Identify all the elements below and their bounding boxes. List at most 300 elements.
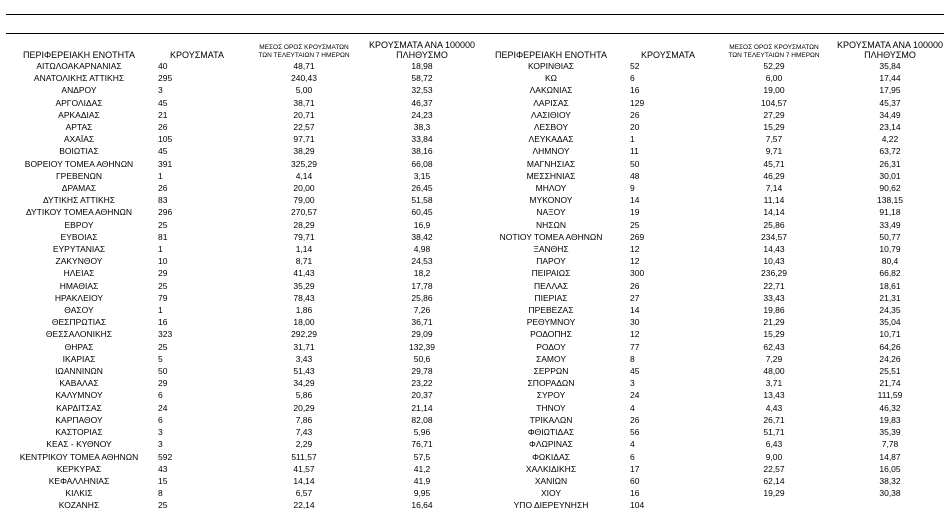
region-name-right: ΣΑΜΟΥ	[535, 353, 566, 364]
region-name-right: ΧΙΟΥ	[540, 488, 562, 499]
rate-per-100k-right: 33,49	[879, 219, 901, 230]
cases-count: 10	[158, 256, 168, 267]
col-header-rate-2	[836, 38, 944, 60]
cases-count-right: 4	[630, 439, 635, 450]
cases-count-right: 1	[630, 134, 635, 145]
rate-per-100k: 38,16	[411, 146, 433, 157]
avg-7day: 51,43	[293, 366, 315, 377]
avg-7day-right: 62,43	[763, 341, 785, 352]
cases-count: 1	[158, 170, 163, 181]
rate-per-100k: 3,15	[413, 170, 431, 181]
rate-per-100k: 20,37	[411, 390, 433, 401]
rate-per-100k: 29,78	[411, 366, 433, 377]
table-row	[6, 292, 944, 304]
header-rule	[6, 33, 944, 34]
avg-7day: 20,71	[293, 109, 315, 120]
cases-count-right: 45	[630, 366, 640, 377]
region-name: ΒΟΙΩΤΙΑΣ	[59, 146, 99, 157]
col-header-avg	[242, 38, 366, 60]
rate-per-100k-right: 7,78	[881, 439, 899, 450]
rate-per-100k-right: 21,31	[879, 292, 901, 303]
cases-table	[6, 38, 944, 512]
col-header-rate	[366, 38, 478, 60]
rate-per-100k-right: 30,38	[879, 488, 901, 499]
rate-per-100k: 7,26	[413, 305, 431, 316]
avg-7day: 240,43	[291, 73, 317, 84]
rate-per-100k: 24,53	[411, 256, 433, 267]
rate-per-100k-right: 35,04	[879, 317, 901, 328]
region-name: ΔΡΑΜΑΣ	[61, 183, 97, 194]
rate-per-100k: 66,08	[411, 158, 433, 169]
cases-count-right: 26	[630, 280, 640, 291]
rate-per-100k: 58,72	[411, 73, 433, 84]
rate-per-100k-right: 25,51	[879, 366, 901, 377]
table-row	[6, 182, 944, 194]
avg-7day: 22,14	[293, 500, 315, 511]
avg-7day: 78,43	[293, 292, 315, 303]
avg-7day-right: 22,57	[763, 463, 785, 474]
cases-count-right: 20	[630, 122, 640, 133]
region-name: ΚΑΡΔΙΤΣΑΣ	[56, 402, 102, 413]
region-name: ΖΑΚΥΝΘΟΥ	[55, 256, 103, 267]
table-row	[6, 377, 944, 389]
region-name-right: ΜΕΣΣΗΝΙΑΣ	[526, 170, 576, 181]
rate-per-100k: 60,45	[411, 207, 433, 218]
rate-per-100k-right: 138,15	[877, 195, 903, 206]
cases-count-right: 269	[630, 231, 645, 242]
region-name: ΑΙΤΩΛΟΑΚΑΡΝΑΝΙΑΣ	[36, 61, 122, 71]
col-header-rate-line1: ΚΡΟΥΣΜΑΤΑ ΑΝΑ 100000	[369, 40, 475, 50]
avg-7day-right: 15,29	[763, 122, 785, 133]
cases-count: 391	[158, 158, 173, 169]
cases-count: 25	[158, 219, 168, 230]
top-rule	[6, 14, 944, 15]
rate-per-100k: 33,84	[411, 134, 433, 145]
region-name: ΙΚΑΡΙΑΣ	[62, 353, 96, 364]
region-name: ΑΧΑΪΑΣ	[63, 134, 95, 145]
rate-per-100k-right: 38,32	[879, 475, 901, 486]
rate-per-100k: 57,5	[413, 451, 431, 462]
avg-7day-right: 19,29	[763, 488, 785, 499]
rate-per-100k: 38,42	[411, 231, 433, 242]
table-row	[6, 438, 944, 450]
rate-per-100k: 29,09	[411, 329, 433, 340]
table-row	[6, 255, 944, 267]
table-row	[6, 84, 944, 96]
table-row	[6, 133, 944, 145]
cases-count-right: 12	[630, 256, 640, 267]
avg-7day-right: 234,57	[761, 231, 787, 242]
rate-per-100k: 18,98	[411, 61, 433, 71]
region-name-right: ΧΑΛΚΙΔΙΚΗΣ	[525, 463, 577, 474]
avg-7day: 22,57	[293, 122, 315, 133]
col-header-cases: ΚΡΟΥΣΜΑΤΑ	[170, 50, 224, 60]
cases-count-right: 16	[630, 488, 640, 499]
table-row	[6, 451, 944, 463]
avg-7day: 38,71	[293, 97, 315, 108]
table-row	[6, 231, 944, 243]
col-header-region-2: ΠΕΡΙΦΕΡΕΙΑΚΗ ΕΝΟΤΗΤΑ	[494, 50, 608, 60]
avg-7day-right: 13,43	[763, 390, 785, 401]
rate-per-100k-right: 35,39	[879, 427, 901, 438]
region-name-right: ΡΟΔΟΥ	[536, 341, 566, 352]
avg-7day: 41,57	[293, 463, 315, 474]
col-header-avg-line1: ΜΕΣΟΣ ΟΡΟΣ ΚΡΟΥΣΜΑΤΩΝ	[259, 44, 349, 51]
region-name: ΘΕΣΠΡΩΤΙΑΣ	[51, 317, 107, 328]
cases-count-right: 8	[630, 353, 635, 364]
region-name-right: ΛΕΣΒΟΥ	[533, 122, 569, 133]
cases-count: 296	[158, 207, 173, 218]
avg-7day-right: 22,71	[763, 280, 785, 291]
table-row	[6, 267, 944, 279]
region-name-right: ΚΟΡΙΝΘΙΑΣ	[527, 61, 575, 71]
rate-per-100k-right: 64,26	[879, 341, 901, 352]
cases-count-right: 26	[630, 414, 640, 425]
avg-7day-right: 25,86	[763, 219, 785, 230]
avg-7day: 3,43	[295, 353, 313, 364]
avg-7day-right: 7,29	[765, 353, 783, 364]
cases-count-right: 104	[630, 500, 645, 511]
rate-per-100k-right: 17,95	[879, 85, 901, 96]
cases-count-right: 11	[630, 146, 639, 157]
region-name-right: ΣΥΡΟΥ	[536, 390, 566, 401]
cases-count-right: 129	[630, 97, 645, 108]
avg-7day-right: 14,43	[763, 244, 785, 255]
cases-count: 25	[158, 280, 168, 291]
avg-7day-right: 62,14	[763, 475, 785, 486]
region-name-right: ΦΛΩΡΙΝΑΣ	[529, 439, 573, 450]
cases-count-right: 50	[630, 158, 640, 169]
table-row	[6, 341, 944, 353]
table-row	[6, 426, 944, 438]
cases-count: 45	[158, 97, 168, 108]
cases-count: 105	[158, 134, 173, 145]
rate-per-100k-right: 17,44	[879, 73, 901, 84]
cases-count: 8	[158, 488, 163, 499]
rate-per-100k: 21,14	[411, 402, 433, 413]
region-name-right: ΚΩ	[544, 73, 558, 84]
avg-7day: 7,43	[295, 427, 313, 438]
avg-7day-right: 3,71	[765, 378, 783, 389]
rate-per-100k: 82,08	[411, 414, 433, 425]
region-name-right: ΛΑΡΙΣΑΣ	[533, 97, 569, 108]
avg-7day: 292,29	[291, 329, 317, 340]
table-row	[6, 463, 944, 475]
cases-count: 26	[158, 183, 168, 194]
region-name: ΑΝΔΡΟΥ	[61, 85, 97, 96]
rate-per-100k-right: 35,84	[879, 61, 901, 71]
region-name: ΕΥΒΟΙΑΣ	[60, 231, 98, 242]
avg-7day-right: 33,43	[763, 292, 785, 303]
col-header-avg-2-line2: ΤΩΝ ΤΕΛΕΥΤΑΙΩΝ 7 ΗΜΕΡΩΝ	[728, 52, 820, 59]
table-row	[6, 243, 944, 255]
cases-count-right: 16	[630, 85, 640, 96]
cases-count-right: 14	[630, 305, 640, 316]
avg-7day-right: 7,14	[765, 183, 783, 194]
col-header-avg-line2: ΤΩΝ ΤΕΛΕΥΤΑΙΩΝ 7 ΗΜΕΡΩΝ	[258, 52, 350, 59]
avg-7day: 20,29	[293, 402, 315, 413]
rate-per-100k: 18,2	[413, 268, 431, 279]
cases-count: 81	[158, 231, 168, 242]
table-row	[6, 304, 944, 316]
rate-per-100k: 132,39	[409, 341, 435, 352]
rate-per-100k-right: 90,62	[879, 183, 901, 194]
avg-7day-right: 19,86	[763, 305, 785, 316]
avg-7day: 34,29	[293, 378, 315, 389]
rate-per-100k: 16,64	[411, 500, 433, 511]
avg-7day-right	[712, 499, 836, 511]
cases-count: 592	[158, 451, 173, 462]
rate-per-100k: 46,37	[411, 97, 433, 108]
rate-per-100k: 26,45	[411, 183, 433, 194]
cases-count: 295	[158, 73, 173, 84]
avg-7day: 2,29	[295, 439, 313, 450]
avg-7day: 28,29	[293, 219, 315, 230]
avg-7day: 79,00	[293, 195, 315, 206]
cases-count-right: 300	[630, 268, 645, 279]
avg-7day: 8,71	[295, 256, 313, 267]
cases-count-right: 25	[630, 219, 640, 230]
region-name: ΑΡΚΑΔΙΑΣ	[58, 109, 100, 120]
rate-per-100k-right: 46,32	[879, 402, 901, 413]
rate-per-100k-right: 34,49	[879, 109, 901, 120]
table-row	[6, 316, 944, 328]
table-row	[6, 487, 944, 499]
cases-count: 83	[158, 195, 168, 206]
col-header-rate-2-line2: ΠΛΗΘΥΣΜΟ	[864, 50, 916, 60]
table-row	[6, 353, 944, 365]
avg-7day-right: 14,14	[763, 207, 785, 218]
cases-count-right: 12	[630, 329, 640, 340]
region-name: ΒΟΡΕΙΟΥ ΤΟΜΕΑ ΑΘΗΝΩΝ	[24, 158, 134, 169]
table-row	[6, 109, 944, 121]
rate-per-100k: 32,53	[411, 85, 433, 96]
rate-per-100k: 38,3	[413, 122, 431, 133]
region-name: ΑΡΓΟΛΙΔΑΣ	[55, 97, 103, 108]
table-row	[6, 475, 944, 487]
cases-count: 323	[158, 329, 173, 340]
region-name: ΚΑΒΑΛΑΣ	[59, 378, 99, 389]
region-name-right: ΜΗΛΟΥ	[535, 183, 567, 194]
rate-per-100k-right: 50,77	[879, 231, 901, 242]
avg-7day: 511,57	[291, 451, 317, 462]
avg-7day: 97,71	[293, 134, 315, 145]
cases-count: 1	[158, 244, 163, 255]
rate-per-100k-right: 63,72	[879, 146, 901, 157]
col-header-region: ΠΕΡΙΦΕΡΕΙΑΚΗ ΕΝΟΤΗΤΑ	[22, 50, 136, 60]
cases-count-right: 26	[630, 109, 640, 120]
region-name: ΘΕΣΣΑΛΟΝΙΚΗΣ	[45, 329, 113, 340]
avg-7day: 1,14	[295, 244, 313, 255]
cases-count-right: 6	[630, 451, 635, 462]
avg-7day-right: 9,00	[765, 451, 783, 462]
avg-7day: 31,71	[293, 341, 315, 352]
table-row	[6, 158, 944, 170]
avg-7day-right: 52,29	[763, 61, 785, 71]
rate-per-100k-right: 24,26	[879, 353, 901, 364]
rate-per-100k: 16,9	[413, 219, 431, 230]
cases-count-right: 56	[630, 427, 640, 438]
region-name: ΕΒΡΟΥ	[64, 219, 94, 230]
rate-per-100k: 25,86	[411, 292, 433, 303]
cases-count-right: 6	[630, 73, 635, 84]
rate-per-100k-right	[836, 499, 944, 511]
rate-per-100k: 51,58	[411, 195, 433, 206]
avg-7day: 38,29	[293, 146, 315, 157]
avg-7day-right: 6,00	[765, 73, 783, 84]
table-row	[6, 280, 944, 292]
rate-per-100k-right: 10,71	[879, 329, 901, 340]
avg-7day: 14,14	[293, 475, 315, 486]
cases-count: 26	[158, 122, 168, 133]
rate-per-100k: 76,71	[411, 439, 433, 450]
cases-count: 25	[158, 341, 168, 352]
avg-7day-right: 236,29	[761, 268, 787, 279]
avg-7day: 41,43	[293, 268, 315, 279]
avg-7day-right: 11,14	[763, 195, 785, 206]
cases-count: 3	[158, 439, 163, 450]
cases-count: 50	[158, 366, 168, 377]
cases-count: 5	[158, 353, 163, 364]
cases-count-right: 3	[630, 378, 635, 389]
region-name-right: ΠΕΙΡΑΙΩΣ	[531, 268, 571, 279]
table-body	[6, 60, 944, 512]
cases-count: 15	[158, 475, 168, 486]
cases-count-right: 30	[630, 317, 640, 328]
table-row	[6, 145, 944, 157]
rate-per-100k-right: 19,83	[879, 414, 901, 425]
region-name-right: ΜΑΓΝΗΣΙΑΣ	[526, 158, 576, 169]
region-name-right: ΠΙΕΡΙΑΣ	[534, 292, 568, 303]
region-name-right: ΝΑΞΟΥ	[536, 207, 566, 218]
cases-count: 29	[158, 378, 168, 389]
region-name-right: ΠΡΕΒΕΖΑΣ	[528, 305, 574, 316]
region-name-right: ΠΑΡΟΥ	[536, 256, 566, 267]
table-row	[6, 402, 944, 414]
rate-per-100k: 9,95	[413, 488, 431, 499]
cases-count: 3	[158, 427, 163, 438]
avg-7day-right: 45,71	[763, 158, 785, 169]
region-name: ΚΑΛΥΜΝΟΥ	[55, 390, 103, 401]
table-row	[6, 170, 944, 182]
rate-per-100k-right: 66,82	[879, 268, 901, 279]
table-row	[6, 97, 944, 109]
region-name-right: ΝΗΣΩΝ	[535, 219, 567, 230]
cases-count: 16	[158, 317, 168, 328]
col-header-rate-line2: ΠΛΗΘΥΣΜΟ	[396, 50, 448, 60]
avg-7day: 1,86	[295, 305, 313, 316]
region-name-right: ΛΑΣΙΘΙΟΥ	[531, 109, 571, 120]
rate-per-100k: 23,22	[411, 378, 433, 389]
avg-7day-right: 26,71	[763, 414, 785, 425]
rate-per-100k-right: 91,18	[879, 207, 901, 218]
rate-per-100k-right: 23,14	[879, 122, 901, 133]
cases-count: 43	[158, 463, 168, 474]
cases-count-right: 14	[630, 195, 640, 206]
table-row	[6, 72, 944, 84]
avg-7day: 20,00	[293, 183, 315, 194]
cases-count-right: 77	[630, 341, 640, 352]
region-name-right: ΡΕΘΥΜΝΟΥ	[526, 317, 576, 328]
table-row	[6, 365, 944, 377]
region-name: ΙΩΑΝΝΙΝΩΝ	[55, 366, 103, 377]
rate-per-100k-right: 18,61	[879, 280, 901, 291]
cases-count-right: 27	[630, 292, 640, 303]
avg-7day-right: 27,29	[763, 109, 785, 120]
rate-per-100k: 17,78	[411, 280, 433, 291]
region-name: ΓΡΕΒΕΝΩΝ	[56, 170, 102, 181]
cases-count-right: 19	[630, 207, 640, 218]
avg-7day-right: 7,57	[765, 134, 783, 145]
avg-7day: 18,00	[293, 317, 315, 328]
rate-per-100k: 50,6	[413, 353, 431, 364]
avg-7day-right: 4,43	[765, 402, 783, 413]
table-row	[6, 219, 944, 231]
header-row	[6, 38, 944, 60]
avg-7day-right: 51,71	[763, 427, 785, 438]
avg-7day: 325,29	[291, 158, 317, 169]
region-name-right: ΛΑΚΩΝΙΑΣ	[529, 85, 573, 96]
avg-7day-right: 46,29	[763, 170, 785, 181]
region-name: ΑΡΤΑΣ	[65, 122, 93, 133]
rate-per-100k-right: 111,59	[877, 390, 903, 401]
avg-7day: 5,86	[295, 390, 313, 401]
avg-7day-right: 48,00	[763, 366, 785, 377]
avg-7day-right: 9,71	[765, 146, 783, 157]
region-name-right: ΧΑΝΙΩΝ	[534, 475, 568, 486]
avg-7day: 35,29	[293, 280, 315, 291]
region-name: ΔΥΤΙΚΟΥ ΤΟΜΕΑ ΑΘΗΝΩΝ	[25, 207, 133, 218]
avg-7day-right: 104,57	[761, 97, 787, 108]
table-row	[6, 389, 944, 401]
table-row	[6, 206, 944, 218]
table-row	[6, 194, 944, 206]
table-row	[6, 60, 944, 72]
rate-per-100k-right: 16,05	[879, 463, 901, 474]
rate-per-100k: 4,98	[413, 244, 431, 255]
rate-per-100k-right: 10,79	[879, 244, 901, 255]
cases-count: 6	[158, 414, 163, 425]
avg-7day-right: 19,00	[763, 85, 785, 96]
region-name: ΚΕΦΑΛΛΗΝΙΑΣ	[48, 475, 110, 486]
cases-count-right: 52	[630, 61, 640, 71]
region-name: ΚΕΝΤΡΙΚΟΥ ΤΟΜΕΑ ΑΘΗΝΩΝ	[19, 451, 139, 462]
cases-count-right: 4	[630, 402, 635, 413]
region-name: ΚΑΡΠΑΘΟΥ	[55, 414, 103, 425]
cases-count-right: 60	[630, 475, 640, 486]
cases-count: 24	[158, 402, 168, 413]
cases-count: 1	[158, 305, 163, 316]
avg-7day-right: 15,29	[763, 329, 785, 340]
cases-count: 40	[158, 61, 168, 71]
rate-per-100k-right: 30,01	[879, 170, 901, 181]
avg-7day: 6,57	[295, 488, 313, 499]
cases-count-right: 17	[630, 463, 640, 474]
region-name-right: ΦΘΙΩΤΙΔΑΣ	[527, 427, 575, 438]
avg-7day: 270,57	[291, 207, 317, 218]
cases-count-right: 48	[630, 170, 640, 181]
avg-7day: 5,00	[295, 85, 313, 96]
col-header-avg-2-line1: ΜΕΣΟΣ ΟΡΟΣ ΚΡΟΥΣΜΑΤΩΝ	[729, 44, 819, 51]
table-row	[6, 121, 944, 133]
rate-per-100k-right: 26,31	[879, 158, 901, 169]
rate-per-100k: 41,9	[413, 475, 431, 486]
region-name-right: ΣΠΟΡΑΔΩΝ	[527, 378, 575, 389]
region-name: ΚΑΣΤΟΡΙΑΣ	[55, 427, 103, 438]
cases-count: 25	[158, 500, 168, 511]
avg-7day: 4,14	[295, 170, 313, 181]
region-name: ΗΛΕΙΑΣ	[63, 268, 95, 279]
